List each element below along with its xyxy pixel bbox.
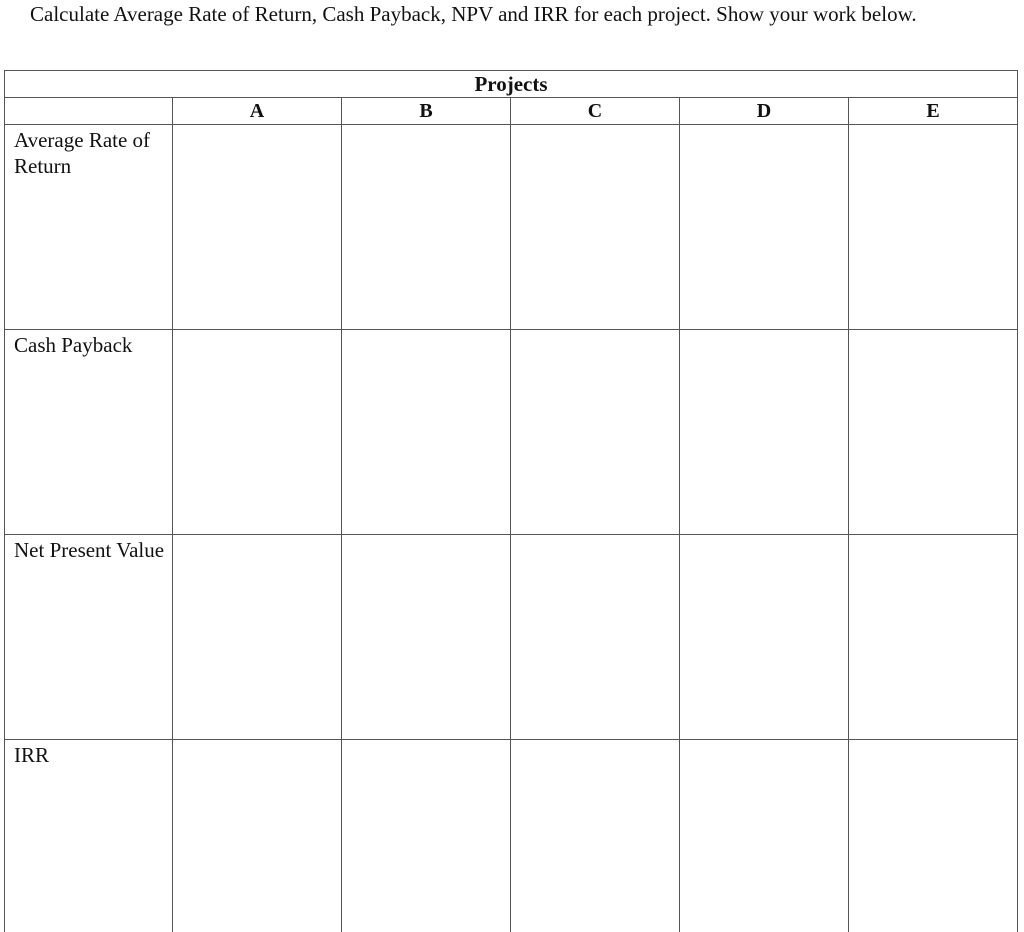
work-cell-d[interactable] <box>680 125 849 330</box>
projects-table <box>4 70 1018 932</box>
work-cell-c[interactable] <box>511 740 680 932</box>
work-cell-a[interactable] <box>173 535 342 740</box>
work-cell-c[interactable] <box>511 125 680 330</box>
column-header-b: B <box>342 98 511 125</box>
work-cell-e[interactable] <box>849 125 1018 330</box>
work-cell-b[interactable] <box>342 535 511 740</box>
work-cell-d[interactable] <box>680 330 849 535</box>
work-cell-e[interactable] <box>849 330 1018 535</box>
row-label-average-rate-of-return: Average Rate of Return <box>5 125 173 330</box>
projects-header: Projects <box>5 71 1018 98</box>
table-row-average-rate-of-return <box>5 125 1018 330</box>
column-header-c: C <box>511 98 680 125</box>
column-header-e: E <box>849 98 1018 125</box>
work-cell-b[interactable] <box>342 330 511 535</box>
work-cell-e[interactable] <box>849 535 1018 740</box>
work-cell-b[interactable] <box>342 125 511 330</box>
column-header-d: D <box>680 98 849 125</box>
instructions-text: Calculate Average Rate of Return, Cash Payback, NPV and IRR for each project. Show your work below. <box>30 0 990 28</box>
table-row-cash-payback <box>5 330 1018 535</box>
work-cell-a[interactable] <box>173 740 342 932</box>
work-cell-e[interactable] <box>849 740 1018 932</box>
row-label-cash-payback: Cash Payback <box>5 330 173 535</box>
work-cell-c[interactable] <box>511 535 680 740</box>
work-cell-c[interactable] <box>511 330 680 535</box>
table-row-irr <box>5 740 1018 932</box>
column-header-row <box>5 98 1018 125</box>
row-label-column-header <box>5 98 173 125</box>
work-cell-a[interactable] <box>173 125 342 330</box>
work-cell-d[interactable] <box>680 535 849 740</box>
work-cell-d[interactable] <box>680 740 849 932</box>
work-cell-b[interactable] <box>342 740 511 932</box>
projects-header-row <box>5 71 1018 98</box>
column-header-a: A <box>173 98 342 125</box>
table-row-net-present-value <box>5 535 1018 740</box>
work-cell-a[interactable] <box>173 330 342 535</box>
row-label-net-present-value: Net Present Value <box>5 535 173 740</box>
row-label-irr: IRR <box>5 740 173 932</box>
